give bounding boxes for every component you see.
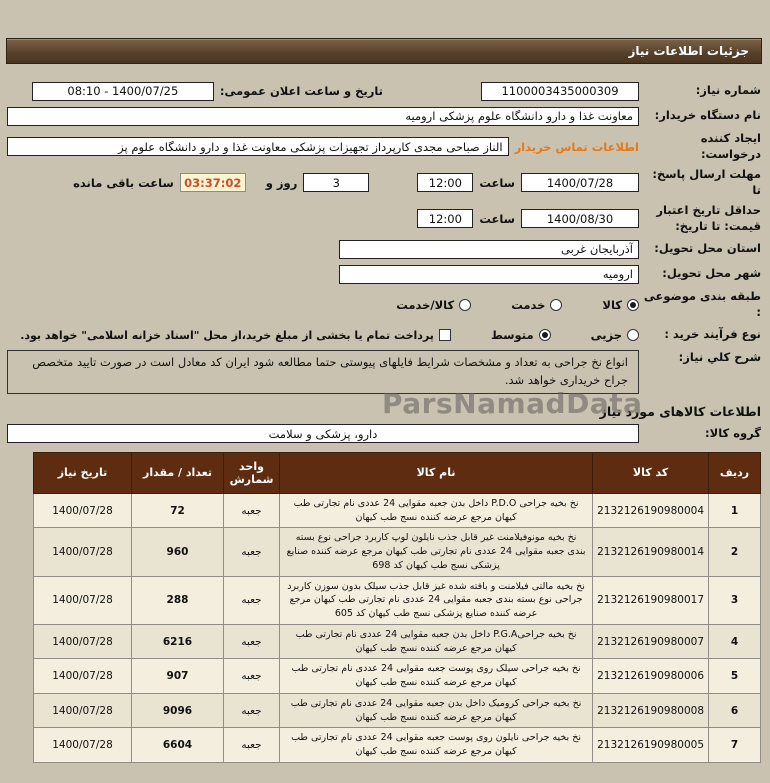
item-quantity: 9096 bbox=[133, 693, 225, 728]
validity-date-field[interactable]: 1400/08/30 bbox=[522, 209, 640, 228]
need-number-field[interactable]: 1100003435000309 bbox=[482, 82, 640, 101]
col-header-quantity: تعداد / مقدار bbox=[133, 452, 225, 493]
row-requester bbox=[8, 131, 762, 162]
table-row bbox=[35, 659, 762, 694]
treasury-checkbox-icon[interactable] bbox=[440, 329, 452, 341]
need-number-label: شماره نیاز: bbox=[696, 83, 762, 98]
row-price-validity bbox=[8, 203, 762, 234]
row-reply-deadline bbox=[8, 167, 762, 198]
item-code: 2132126190980014 bbox=[594, 528, 710, 576]
col-header-unit: واحد شمارش bbox=[225, 452, 281, 493]
item-code: 2132126190980004 bbox=[594, 493, 710, 528]
remaining-days-label: روز و bbox=[266, 175, 299, 190]
item-name: نخ بخیه جراحیP.G.A داخل بدن جعبه مقوایی 24 عددی نام تجارتی طب کیهان مرجع عرضه کننده نسج طب کیهان bbox=[281, 624, 594, 659]
item-quantity: 288 bbox=[133, 576, 225, 624]
table-row bbox=[35, 624, 762, 659]
process-option-minor[interactable] bbox=[592, 328, 640, 342]
item-code: 2132126190980008 bbox=[594, 693, 710, 728]
row-city bbox=[8, 264, 762, 284]
deadline-date-field[interactable]: 1400/07/28 bbox=[522, 173, 640, 192]
announce-datetime-field: 1400/07/25 - 08:10 bbox=[33, 82, 215, 101]
reply-deadline-label: مهلت ارسال پاسخ: تا bbox=[653, 167, 762, 197]
row-index: 6 bbox=[710, 693, 762, 728]
item-need-date: 1400/07/28 bbox=[35, 528, 133, 576]
radio-goods-service-icon[interactable] bbox=[460, 299, 472, 311]
row-description bbox=[8, 350, 762, 394]
table-row bbox=[35, 728, 762, 763]
item-need-date: 1400/07/28 bbox=[35, 659, 133, 694]
col-header-item-code: کد کالا bbox=[594, 452, 710, 493]
items-table-wrapper bbox=[34, 452, 762, 763]
category-label: طبقه بندی موضوعی : bbox=[644, 289, 762, 319]
items-table bbox=[34, 452, 762, 763]
countdown-label: ساعت باقی مانده bbox=[74, 175, 175, 190]
row-index: 1 bbox=[710, 493, 762, 528]
category-option-service[interactable] bbox=[512, 298, 563, 312]
items-table-header-row bbox=[35, 452, 762, 493]
table-row bbox=[35, 528, 762, 576]
buyer-contact-link[interactable]: اطلاعات تماس خریدار bbox=[515, 139, 640, 154]
item-need-date: 1400/07/28 bbox=[35, 493, 133, 528]
page-title: جزئیات اطلاعات نیاز bbox=[7, 38, 763, 64]
row-index: 3 bbox=[710, 576, 762, 624]
row-buyer-org bbox=[8, 106, 762, 126]
table-row bbox=[35, 576, 762, 624]
row-province bbox=[8, 239, 762, 259]
buyer-org-field[interactable]: معاونت غذا و دارو دانشگاه علوم پزشکی ارومیه bbox=[8, 107, 640, 126]
category-option-goods-label: کالا bbox=[603, 297, 623, 312]
item-need-date: 1400/07/28 bbox=[35, 728, 133, 763]
row-goods-group bbox=[8, 424, 762, 444]
table-row bbox=[35, 493, 762, 528]
row-index: 5 bbox=[710, 659, 762, 694]
description-field[interactable]: انواع نخ جراحی به تعداد و مشخصات شرایط فایلهای پیوستی حتما مطالعه شود ایران کد معادل است در صورت تایید متخصص جراح خریداری خواهد شد. bbox=[8, 350, 640, 394]
item-unit: جعبه bbox=[225, 528, 281, 576]
row-index: 4 bbox=[710, 624, 762, 659]
category-option-goods-service-label: کالا/خدمت bbox=[397, 297, 456, 312]
item-code: 2132126190980007 bbox=[594, 624, 710, 659]
row-need-number bbox=[8, 81, 762, 101]
item-need-date: 1400/07/28 bbox=[35, 693, 133, 728]
announce-datetime-label: تاریخ و ساعت اعلان عمومی: bbox=[220, 84, 384, 98]
buyer-org-label: نام دستگاه خریدار: bbox=[655, 108, 762, 123]
row-index: 2 bbox=[710, 528, 762, 576]
item-code: 2132126190980017 bbox=[594, 576, 710, 624]
radio-medium-icon[interactable] bbox=[540, 329, 552, 341]
item-quantity: 6216 bbox=[133, 624, 225, 659]
countdown-timer: 03:37:02 bbox=[181, 173, 247, 192]
table-row bbox=[35, 693, 762, 728]
item-need-date: 1400/07/28 bbox=[35, 576, 133, 624]
deadline-hour-label: ساعت bbox=[480, 175, 516, 190]
process-option-minor-label: جزیی bbox=[591, 328, 623, 343]
items-section-title: اطلاعات کالاهای مورد نیاز bbox=[600, 403, 762, 419]
need-details-form bbox=[0, 64, 770, 763]
city-label: شهر محل تحویل: bbox=[663, 266, 762, 281]
item-name: نخ بخیه مونوفیلامنت غیر قابل جذب نایلون لوپ کاربرد جراحی نوع بسته بندی جعبه مقوایی 24 عددی نام تجارتی طب کیهان مرجع عرضه کننده صنایع پزشکی نسج طب کیهان کد 698 bbox=[281, 528, 594, 576]
category-option-goods[interactable] bbox=[603, 298, 640, 312]
col-header-row-number: ردیف bbox=[710, 452, 762, 493]
row-purchase-process bbox=[8, 325, 762, 345]
goods-group-field[interactable]: دارو، پزشکی و سلامت bbox=[8, 424, 640, 443]
radio-service-icon[interactable] bbox=[551, 299, 563, 311]
requester-label: ایجاد کننده درخواست: bbox=[701, 131, 762, 161]
row-index: 7 bbox=[710, 728, 762, 763]
item-unit: جعبه bbox=[225, 728, 281, 763]
goods-group-label: گروه کالا: bbox=[706, 425, 762, 440]
treasury-checkbox-label: پرداخت تمام یا بخشی از مبلغ خرید،از محل "اسناد خزانه اسلامی" خواهد بود. bbox=[21, 328, 435, 342]
item-need-date: 1400/07/28 bbox=[35, 624, 133, 659]
need-details-page bbox=[0, 38, 770, 783]
province-label: استان محل تحویل: bbox=[655, 241, 762, 256]
item-unit: جعبه bbox=[225, 659, 281, 694]
row-category bbox=[8, 289, 762, 320]
validity-time-field[interactable]: 12:00 bbox=[418, 209, 474, 228]
item-unit: جعبه bbox=[225, 576, 281, 624]
item-unit: جعبه bbox=[225, 693, 281, 728]
remaining-days-field[interactable]: 3 bbox=[304, 173, 370, 192]
city-field[interactable]: ارومیه bbox=[340, 265, 640, 284]
item-name: نخ بخیه مالتی فیلامنت و بافته شده غیز قابل جذب سیلک بدون سوزن کاربرد جراحی نوع بسته بندی جعبه مقوایی 24 عددی نام تجارتی طب کیهان مرجع عرضه کننده صنایع پزشکی نسج طب کیهان کد 605 bbox=[281, 576, 594, 624]
radio-minor-icon[interactable] bbox=[628, 329, 640, 341]
category-option-goods-service[interactable] bbox=[397, 298, 472, 312]
price-validity-label: حداقل تاریخ اعتبار قیمت: تا تاریخ: bbox=[657, 203, 762, 233]
requester-field[interactable]: الناز صباحی مجدی کارپرداز تجهیزات پزشکی معاونت غذا و دارو دانشگاه علوم پز bbox=[8, 137, 510, 156]
col-header-item-name: نام کالا bbox=[281, 452, 594, 493]
item-code: 2132126190980005 bbox=[594, 728, 710, 763]
deadline-time-field[interactable]: 12:00 bbox=[418, 173, 474, 192]
col-header-need-date: تاریخ نیاز bbox=[35, 452, 133, 493]
item-code: 2132126190980006 bbox=[594, 659, 710, 694]
validity-hour-label: ساعت bbox=[480, 211, 516, 226]
province-field[interactable]: آذربایجان غربی bbox=[340, 240, 640, 259]
description-label: شرح کلي نیاز: bbox=[679, 350, 762, 365]
process-option-medium[interactable] bbox=[492, 328, 552, 342]
item-name: نخ بخیه جراحی P.D.O داخل بدن جعبه مقوایی 24 عددی نام تجارتی طب کیهان مرجع عرضه کننده نسج طب کیهان bbox=[281, 493, 594, 528]
purchase-process-label: نوع فرآیند خرید : bbox=[665, 327, 762, 342]
radio-goods-icon[interactable] bbox=[628, 299, 640, 311]
treasury-payment-option[interactable] bbox=[21, 329, 452, 342]
item-quantity: 6604 bbox=[133, 728, 225, 763]
item-unit: جعبه bbox=[225, 493, 281, 528]
item-name: نخ بخیه جراحی نایلون روی پوست جعبه مقوایی 24 عددی نام تجارتی طب کیهان مرجع عرضه کننده نسج طب کیهان bbox=[281, 728, 594, 763]
item-unit: جعبه bbox=[225, 624, 281, 659]
item-name: نخ بخیه جراحی سیلک روی پوست جعبه مقوایی 24 عددی نام تجارتی طب کیهان مرجع عرضه کننده نسج طب کیهان bbox=[281, 659, 594, 694]
process-option-medium-label: متوسط bbox=[491, 328, 535, 343]
item-quantity: 907 bbox=[133, 659, 225, 694]
parsnamaddata-watermark: ParsNamadData bbox=[383, 387, 644, 420]
item-quantity: 72 bbox=[133, 493, 225, 528]
item-name: نخ بخیه جراحی کرومیک داخل بدن جعبه مقوایی 24 عددی نام تجارتی طب کیهان مرجع عرضه کننده نسج طب کیهان bbox=[281, 693, 594, 728]
item-quantity: 960 bbox=[133, 528, 225, 576]
category-option-service-label: خدمت bbox=[512, 297, 547, 312]
